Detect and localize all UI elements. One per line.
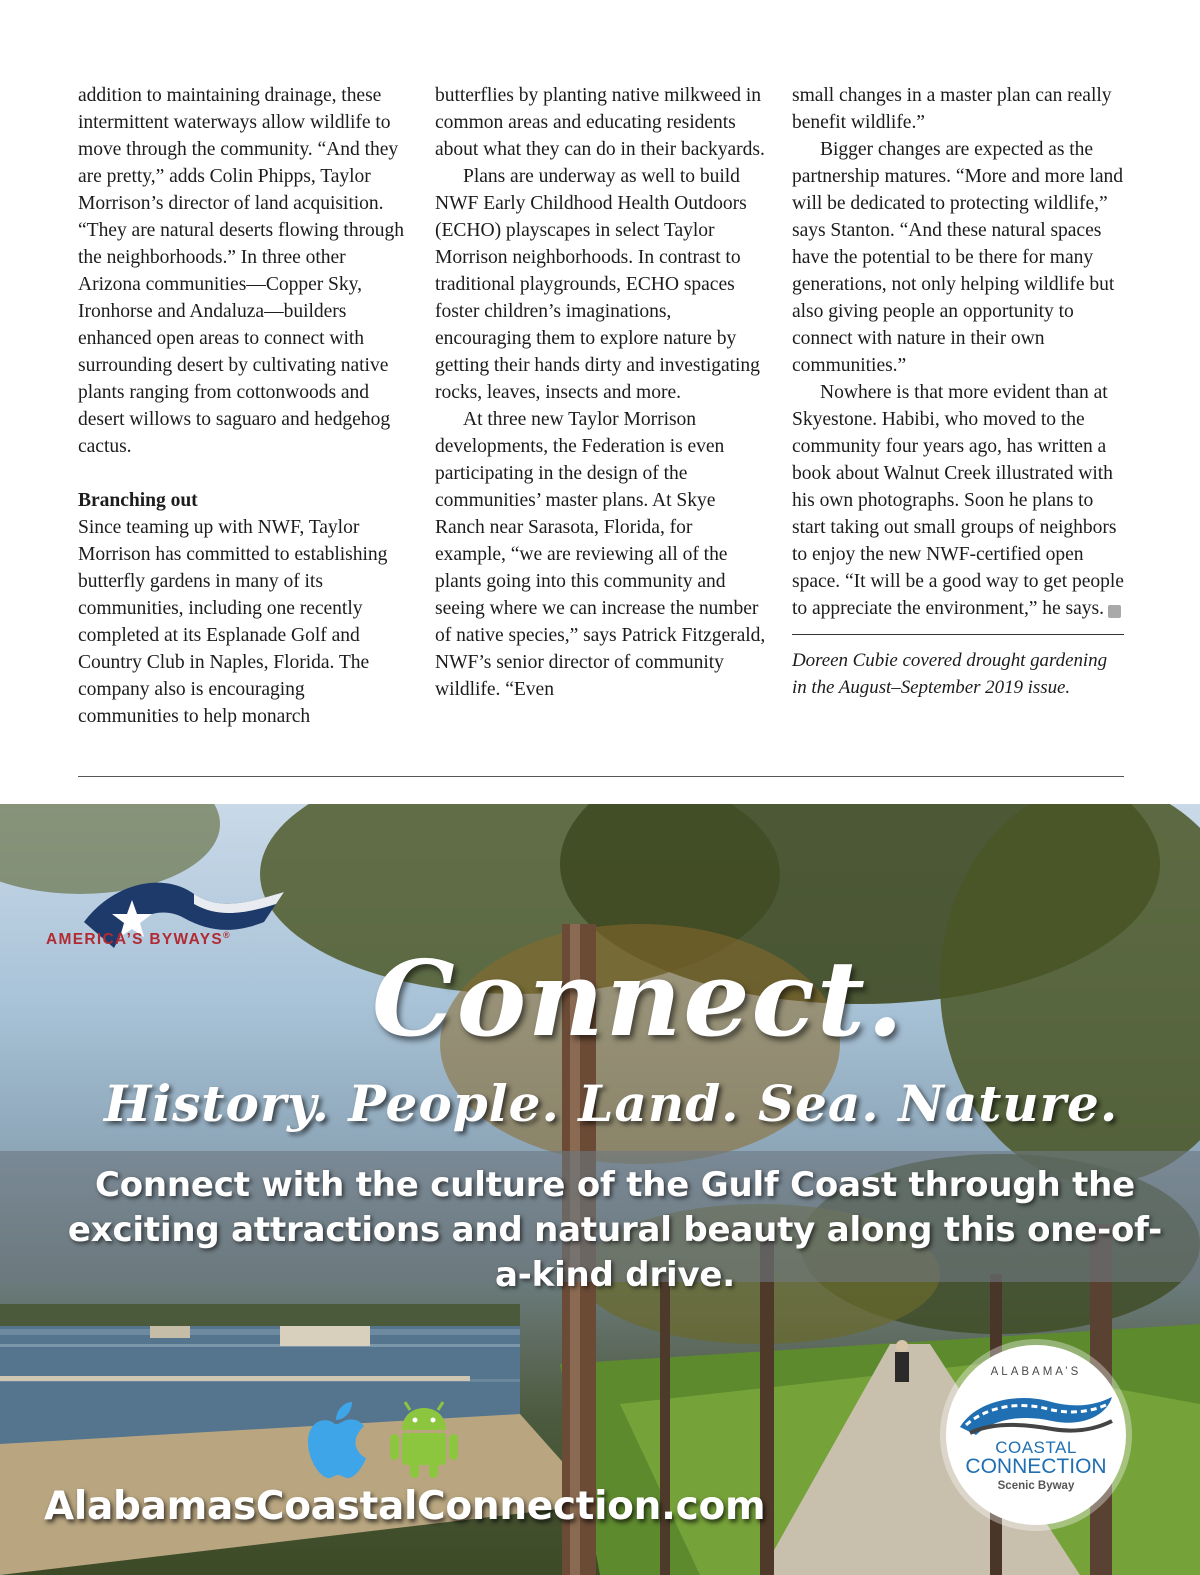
ad-website-link[interactable]: AlabamasCoastalConnection.com <box>44 1484 766 1529</box>
end-mark-icon: W <box>1108 605 1121 618</box>
paragraph: butterflies by planting native milkweed in common areas and educating residents about what they can do in their backyards. <box>435 85 765 160</box>
ad-band-text: Connect with the culture of the Gulf Coast through the exciting attractions and natural beauty along this one-of-a-kind drive. <box>67 1165 1163 1295</box>
registered-mark: ® <box>222 930 231 940</box>
article-column-2 <box>435 82 767 703</box>
article-column-1 <box>78 82 410 730</box>
badge-coastal-text: COASTAL <box>995 1438 1077 1457</box>
article-column-3 <box>792 82 1146 701</box>
road-logo-icon <box>956 1383 1116 1441</box>
paragraph: small changes in a master plan can really benefit wildlife.” <box>792 85 1112 133</box>
paragraph <box>792 379 1146 622</box>
americas-byways-logo <box>46 930 231 949</box>
paragraph: Bigger changes are expected as the partnership matures. “More and more land will be dedicated to protecting wildlife,” says Stanton. “And these natural spaces have the potential to be there for many generations, not only helping wildlife but also giving people an opportunity to connect with nature in their own communities.” <box>792 139 1123 376</box>
paragraph-text: Nowhere is that more evident than at Skyestone. Habibi, who moved to the community four years ago, has written a book about Walnut Creek illustrated with his own photographs. Soon he plans to start taking out small groups of neighbors to enjoy the new NWF-certified open space. “It will be a good way to get people to appreciate the environment,” he says. <box>792 382 1124 619</box>
paragraph: Plans are underway as well to build NWF Early Childhood Health Outdoors (ECHO) playscapes in select Taylor Morrison neighborhoods. In contrast to traditional playgrounds, ECHO spaces foster children’s imaginations, encouraging them to explore nature by getting their hands dirty and investigating rocks, leaves, insects and more. <box>435 166 760 403</box>
paragraph: At three new Taylor Morrison developments, the Federation is even participating in the design of the communities’ master plans. At Skye Ranch near Sarasota, Florida, for example, “we are reviewing all of the plants going into this community and seeing where we can increase the number of native species,” says Patrick Fitzgerald, NWF’s senior director of community wildlife. “Even <box>435 409 766 700</box>
android-icon[interactable] <box>388 1400 460 1480</box>
author-bio <box>792 634 1124 701</box>
article-body <box>78 82 1146 760</box>
coastal-connection-badge <box>946 1345 1126 1525</box>
badge-scenic-text: Scenic Byway <box>997 1480 1075 1492</box>
advertisement[interactable] <box>0 804 1200 1575</box>
paragraph: addition to maintaining drainage, these intermittent waterways allow wildlife to move through the community. “And they are pretty,” adds Colin Phipps, Taylor Morrison’s director of land acquisition. “They are natural deserts flowing through the neighborhoods.” In three other Arizona communities—Copper Sky, Ironhorse and Andaluza—builders enhanced open areas to connect with surrounding desert by cultivating native plants ranging from cottonwoods and desert willows to saguaro and hedgehog cactus. <box>78 85 405 457</box>
byways-label: AMERICA’S BYWAYS <box>46 931 223 949</box>
section-heading: Branching out <box>78 490 198 511</box>
ad-subhead: History. People. Land. Sea. Nature. <box>104 1074 1119 1133</box>
page-divider <box>78 776 1124 777</box>
author-bio-text: Doreen Cubie covered drought gardening in the August–September 2019 issue. <box>792 650 1108 698</box>
badge-top-text: ALABAMA’S <box>990 1366 1082 1378</box>
badge-connection-text: CONNECTION <box>965 1455 1107 1478</box>
ad-headline: Connect. <box>372 937 906 1060</box>
apple-icon[interactable] <box>302 1400 368 1480</box>
paragraph: Since teaming up with NWF, Taylor Morrison has committed to establishing butterfly gardens in many of its communities, including one recently completed at its Esplanade Golf and Country Club in Naples, Florida. The company also is encouraging communities to help monarch <box>78 517 388 727</box>
